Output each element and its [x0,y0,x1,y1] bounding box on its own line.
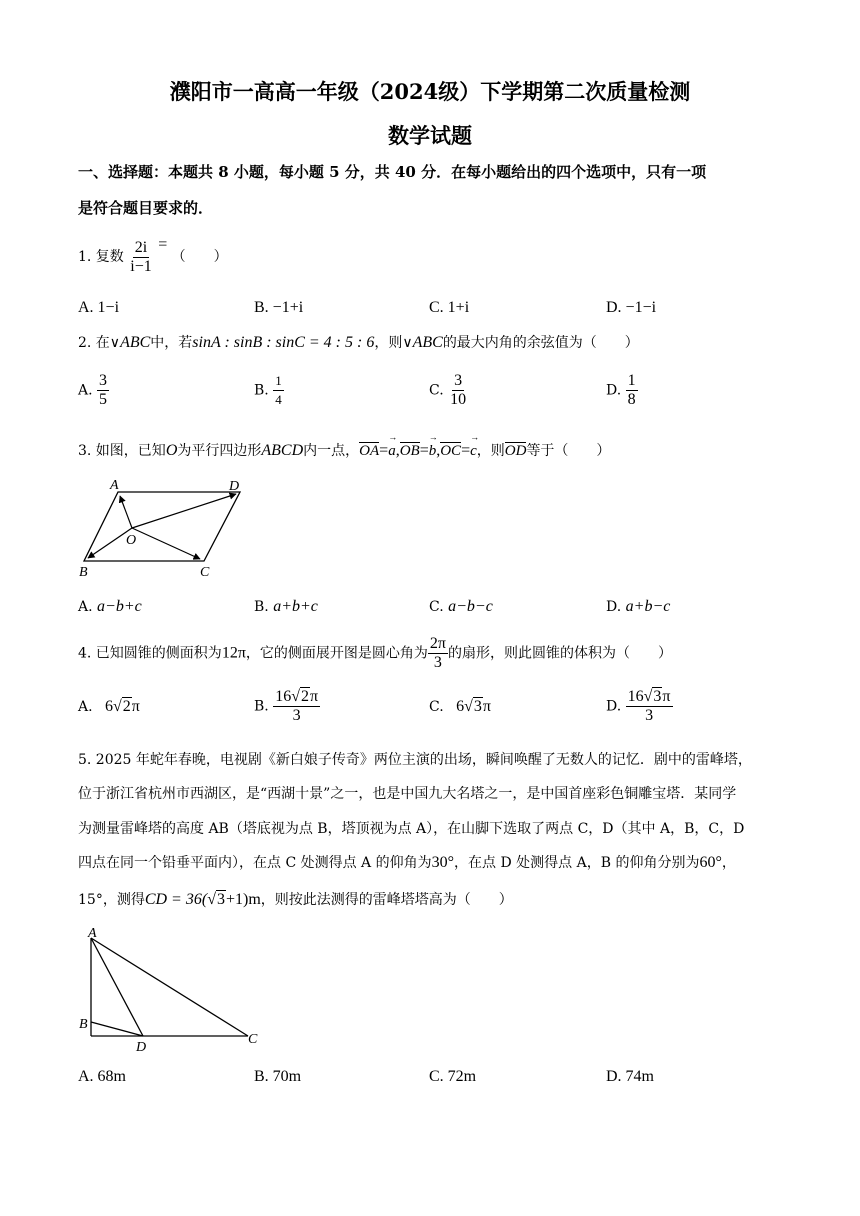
q5-tower-figure [76,920,276,1060]
question-4 [78,635,672,672]
question-2 [78,332,639,352]
exam-subtitle: 数学试题 [388,123,472,148]
q2-option-b-label: B. [254,382,269,399]
q2-option-b [254,372,284,409]
q5-angle-60: 60° [699,854,722,871]
q5-line-4 [78,852,736,872]
q4-angle-den: 3 [433,654,442,671]
q2-option-d [606,372,638,409]
q5-cd-tail: +1)m [225,891,261,908]
q2-text-1: 2. 在∨ [78,335,121,351]
q3-option-d [606,598,670,616]
q5-figure-line-bd [91,1022,143,1036]
q2-option-d-num: 1 [627,372,636,389]
q4-option-c-label: C. [429,699,444,715]
q2-option-c-label: C. [429,382,444,399]
q4-option-c: C. 6√3π [429,698,491,715]
q5-label-c: C [248,1032,258,1047]
q4-option-d-label: D. [606,698,622,715]
q4-option-d-pi: π [662,688,671,705]
q3-figure-vector-oc [132,528,200,559]
question-3: 3. 如图，已知O为平行四边形ABCD内一点，OA=→ a,OB=→ b,OC=→ c，则OD等于（ ） [78,440,610,460]
q5-line-5: 15°，测得CD = 36(√3+1)m，则按此法测得的雷峰塔塔高为（ ） [78,891,513,908]
q1-option-d: D. −1−i [606,299,657,316]
q4-option-b-radicand: 2 [300,688,309,705]
q2-option-a-label: A. [78,382,93,399]
q1-fraction [128,239,153,276]
q5-label-a: A [88,926,97,941]
q3-option-a [78,598,142,616]
q3-vector-ob: OB [399,443,420,459]
section-header-line2: 是符合题目要求的． [78,199,214,217]
q3-label-b: B [79,565,88,580]
q2-option-c [429,372,468,409]
q2-option-d-den: 8 [627,391,636,408]
q4-option-c-coef: 6 [456,698,465,715]
q3-vector-a: → a [388,443,396,460]
q5-line-4c: ， [721,855,736,871]
q3-parallelogram-figure [72,472,262,582]
q2-option-a-num: 3 [99,372,108,389]
q2-text-4: 的最大内角的余弦值为（ ） [442,335,639,351]
q3-vector-c: → c [470,443,477,460]
q4-option-b-label: B. [254,698,269,715]
q1-numerator: 2i [134,238,148,256]
q3-vector-b: → b [429,443,437,460]
q3-option-c-label: C. [429,599,444,615]
q5-option-a: A. 68m [78,1068,126,1085]
question-1 [78,236,228,276]
q5-figure-line-ac [91,938,248,1036]
q1-paren: （ ） [171,249,228,265]
q1-option-c: C. 1+i [429,299,470,316]
q2-option-d-label: D. [606,382,622,399]
q5-label-d: D [136,1040,147,1055]
q5-line-2: 位于浙江省杭州市西湖区，是“西湖十景”之一，也是中国九大名塔之一，是中国首座彩色铜雕宝塔．某同学 [78,786,737,802]
q3-label-d: D [229,479,240,494]
q4-text-3: 的扇形，则此圆锥的体积为（ ） [447,645,672,662]
q4-option-c-pi: π [482,698,491,715]
q4-option-d: D. $\frac{16√3\pi}{3}$ [606,688,671,724]
q3-figure-vector-oa [120,496,132,528]
q5-line-5b: ，则按此法测得的雷峰塔塔高为（ ） [260,892,513,908]
q2-ratio: sinA : sinB : sinC = 4 : 5 : 6 [192,334,375,351]
q4-option-d-coef: 16 [627,688,644,705]
q5-line-5a: 15°，测得 [78,892,145,908]
q2-triangle-1: ABC [120,334,151,351]
q1-denominator: i−1 [130,257,152,275]
q1-prefix: 1. 复数 [78,249,124,265]
q3-parallelogram: ABCD [261,442,304,459]
q3-text-3: 内一点， [303,443,360,459]
q1-equals: = [158,236,168,253]
q5-option-b: B. 70m [254,1068,302,1085]
q2-option-b-den: 4 [275,392,282,407]
q2-text-3: ，则∨ [374,335,413,351]
q5-line-4a: 四点在同一个铅垂平面内），在点 C 处测得点 A 的仰角为 [78,855,432,871]
q3-option-c [429,598,493,616]
q3-option-a-label: A. [78,599,93,615]
q5-cd-radicand: 3 [216,891,225,908]
q1-option-b: B. −1+i [254,299,304,316]
q3-vector-oa: OA [359,443,380,459]
q1-option-a: A. 1−i [78,299,120,316]
q3-point-o: O [165,442,178,459]
q4-option-a: A. 6√2π [78,698,140,715]
q3-vector-oc: OC [440,443,462,459]
q3-option-c-expr: a−b−c [448,598,493,615]
q5-line-4b: ，在点 D 处测得点 A，B 的仰角分别为 [454,855,700,871]
q3-vector-od: OD [504,443,527,459]
q4-option-a-pi: π [131,698,140,715]
q4-option-b-pi: π [309,688,319,705]
q4-option-a-coef: 6 [105,698,114,715]
q2-option-a-den: 5 [99,391,108,408]
exam-title: 濮阳市一高高一年级（2024级）下学期第二次质量检测 [169,79,691,104]
q4-angle-num: 2π [429,635,446,652]
q3-label-a: A [110,478,119,493]
q4-option-d-radicand: 3 [653,688,662,705]
q4-area: 12π [221,644,246,662]
q5-cd-expr: CD = 36( [144,891,208,908]
q4-option-b-coef: 16 [275,688,292,705]
q4-option-a-radicand: 2 [122,698,131,715]
q3-text-5: 等于（ ） [526,443,611,459]
q4-text-1: 4. 已知圆锥的侧面积为 [78,645,222,662]
q4-text-2: ，它的侧面展开图是圆心角为 [245,645,428,662]
q5-label-b: B [79,1017,88,1032]
section-header-line1: 一、选择题：本题共 8 小题，每小题 5 分，共 40 分．在每小题给出的四个选项中，只有一项 [78,163,707,181]
q4-option-a-label: A. [78,699,93,715]
q5-option-d: D. 74m [606,1068,654,1085]
q3-option-b-label: B. [254,599,269,615]
q2-option-c-den: 10 [450,391,467,408]
q4-option-b: B. $\frac{16√2\pi}{3}$ [254,688,319,724]
q5-angle-30: 30° [431,854,455,871]
q5-line-1: 5. 2025 年蛇年春晚，电视剧《新白娘子传奇》两位主演的出场，瞬间唤醒了无数人的记忆．剧中的雷峰塔， [78,752,752,768]
q2-triangle-2: ABC [412,334,443,351]
q5-option-c: C. 72m [429,1068,477,1085]
q3-option-a-expr: a−b+c [97,598,142,615]
q2-option-b-num: 1 [273,372,284,391]
q4-option-c-radicand: 3 [473,698,482,715]
q3-figure-vector-od [132,494,236,528]
q3-option-b-expr: a+b+c [273,598,318,615]
q2-text-2: 中，若 [150,335,193,351]
q2-option-a [78,372,109,409]
q3-label-c: C [200,565,210,580]
q3-text-4: ，则 [476,443,505,459]
q5-figure-line-ad [91,938,143,1036]
q5-line-3: 为测量雷峰塔的高度 AB（塔底视为点 B，塔顶视为点 A），在山脚下选取了两点 C，D（其中 A，B，C，D [78,821,745,837]
q3-text-2: 为平行四边形 [177,443,262,459]
q3-option-d-label: D. [606,599,622,615]
q4-option-b-den: 3 [292,707,301,724]
q3-text-1: 3. 如图，已知 [78,443,166,459]
q3-option-b [254,598,318,616]
q3-label-o: O [126,533,137,548]
q3-figure-parallelogram-outline [84,492,240,561]
q4-option-d-den: 3 [645,707,654,724]
q2-option-c-num: 3 [454,372,463,389]
q3-option-d-expr: a+b−c [625,598,671,615]
